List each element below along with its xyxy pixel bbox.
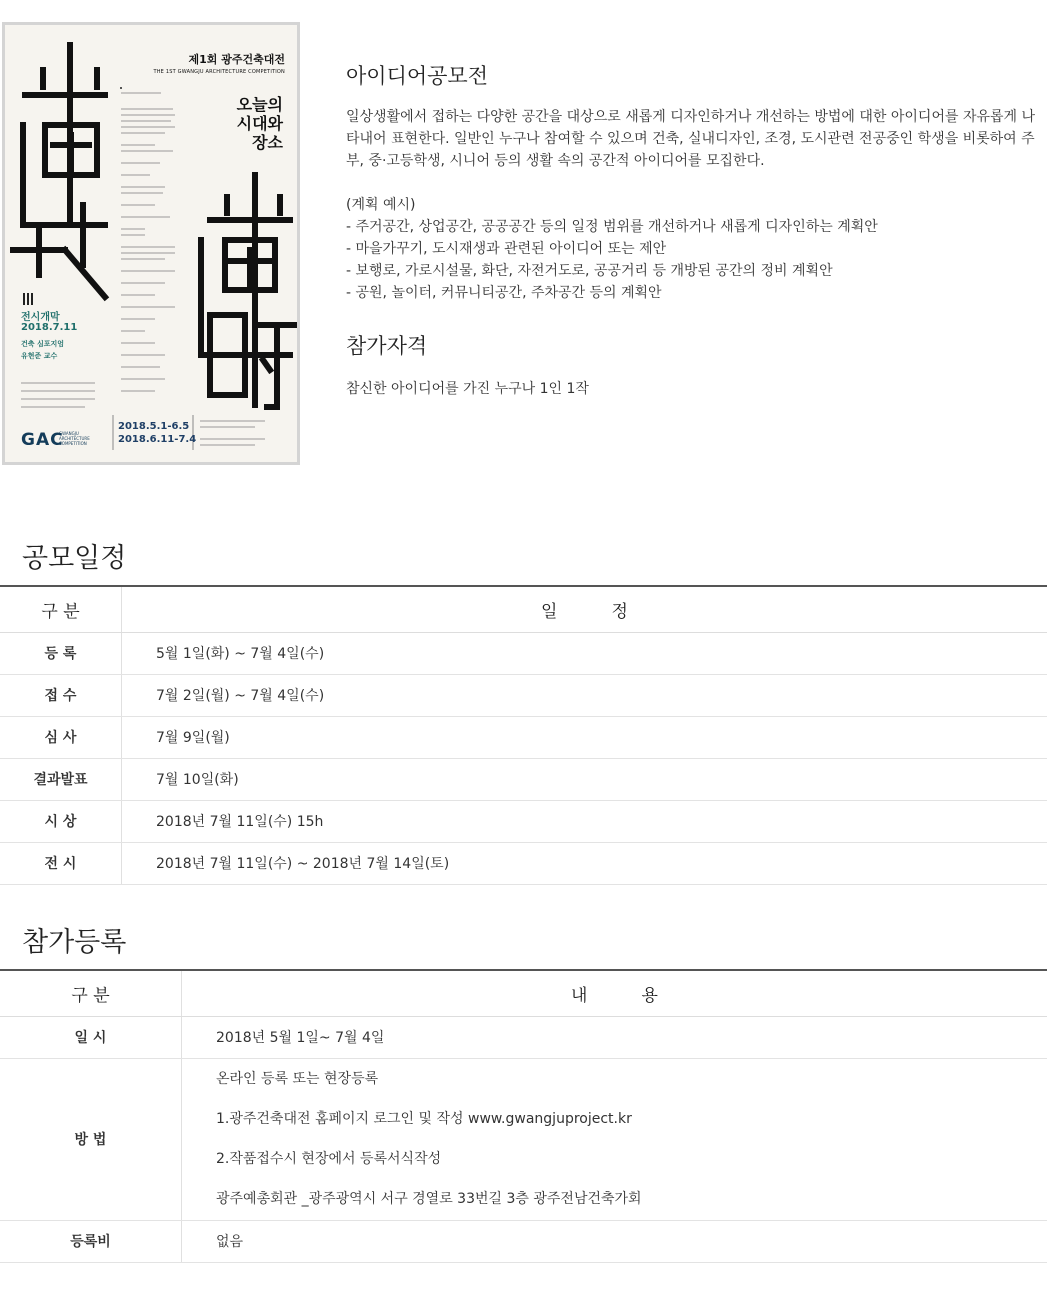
poster-speaker: 유현준 교수: [21, 352, 58, 360]
gac-logo-subtitle: GWANGJU ARCHITECTURE COMPETITION: [59, 431, 90, 446]
schedule-row-value: 2018년 7월 11일(수) ~ 2018년 7월 14일(토): [122, 842, 1047, 884]
schedule-row-label: 전 시: [0, 842, 122, 884]
poster-edition-title-en: THE 1ST GWANGJU ARCHITECTURE COMPETITION: [153, 69, 285, 75]
table-row: [0, 842, 1047, 884]
table-row: [0, 674, 1047, 716]
registration-date-label: 일 시: [0, 1016, 182, 1058]
plan-example-item: - 마을가꾸기, 도시재생과 관련된 아이디어 또는 제안: [346, 241, 667, 257]
plan-examples: [346, 194, 1036, 304]
registration-fee-value: 없음: [182, 1220, 1047, 1262]
table-row: [0, 716, 1047, 758]
schedule-section-title: 공모일정: [22, 543, 127, 574]
poster-edition-title: 제1회 광주건축대전: [188, 53, 285, 66]
registration-fee-label: 등록비: [0, 1220, 182, 1262]
poster-symposium-label: 건축 심포지엄: [21, 340, 65, 348]
plan-example-item: - 주거공간, 상업공간, 공공공간 등의 일정 범위를 개선하거나 새롭게 디자인하는 계획안: [346, 219, 878, 235]
method-line: 온라인 등록 또는 현장등록: [216, 1070, 379, 1087]
plan-example-item: - 공원, 놀이터, 커뮤니티공간, 주차공간 등의 계획안: [346, 285, 662, 301]
plan-example-item: - 보행로, 가로시설물, 화단, 자전거도로, 공공거리 등 개방된 공간의 정비 계획안: [346, 263, 833, 279]
method-line: 2.작품접수시 현장에서 등록서식작성: [216, 1150, 442, 1167]
eligibility-text: 참신한 아이디어를 가진 누구나 1인 1작: [346, 381, 589, 397]
schedule-row-label: 결과발표: [0, 758, 122, 800]
schedule-table: [0, 585, 1047, 885]
table-row: [0, 1220, 1047, 1262]
table-row: [0, 1016, 1047, 1058]
schedule-header-category: 구 분: [0, 586, 122, 632]
registration-section-title: 참가등록: [22, 927, 127, 958]
method-line: 1.광주건축대전 홈페이지 로그인 및 작성 www.gwangjuproject.kr: [216, 1110, 632, 1127]
qr-code-icon: [23, 293, 35, 305]
registration-date-value: 2018년 5월 1일~ 7월 4일: [182, 1016, 1047, 1058]
schedule-row-label: 접 수: [0, 674, 122, 716]
schedule-table-header: [0, 586, 1047, 632]
registration-header-category: 구 분: [0, 970, 182, 1016]
idea-competition-title: 아이디어공모전: [346, 64, 489, 88]
schedule-header-schedule: 일 정: [122, 586, 1047, 632]
schedule-row-value: 7월 9일(월): [122, 716, 1047, 758]
registration-method-label: 방 법: [0, 1058, 182, 1220]
schedule-row-value: 5월 1일(화) ~ 7월 4일(수): [122, 632, 1047, 674]
poster-exhibition-open-label: 전시개막: [21, 312, 60, 323]
method-line: 광주예총회관 _광주광역시 서구 경열로 33번길 3층 광주전남건축가회: [216, 1190, 642, 1207]
schedule-row-label: 시 상: [0, 800, 122, 842]
table-row: [0, 632, 1047, 674]
poster-exhibition-open-date: 2018.7.11: [21, 322, 78, 333]
poster-period-1: 2018.5.1-6.5: [118, 421, 190, 432]
schedule-row-label: 심 사: [0, 716, 122, 758]
registration-header-content: 내 용: [182, 970, 1047, 1016]
competition-poster: [2, 22, 300, 465]
table-row: [0, 800, 1047, 842]
idea-description: 일상생활에서 접하는 다양한 공간을 대상으로 새롭게 디자인하거나 개선하는 방법에 대한 아이디어를 자유롭게 나타내어 표현한다. 일반인 누구나 참여할 수 있으며 건축, 실내디자인, 조경, 도시관련 전공중인 학생을 비롯하여 주부, 중·고등학생, 시니어 등의 생활 속의 공간적 아이디어를 모집한다.: [346, 109, 1036, 169]
table-row: [0, 758, 1047, 800]
schedule-row-value: 7월 2일(월) ~ 7월 4일(수): [122, 674, 1047, 716]
eligibility-title: 참가자격: [346, 334, 428, 358]
registration-table: [0, 969, 1047, 1263]
registration-method-value: [182, 1058, 1047, 1220]
poster-theme: 오늘의 시대와 장소: [236, 95, 283, 152]
table-row: [0, 1058, 1047, 1220]
registration-table-header: [0, 970, 1047, 1016]
poster-period-2: 2018.6.11-7.4: [118, 434, 197, 445]
schedule-row-label: 등 록: [0, 632, 122, 674]
schedule-row-value: 2018년 7월 11일(수) 15h: [122, 800, 1047, 842]
plan-examples-heading: (계획 예시): [346, 197, 416, 213]
poster-calligraphy-art: [5, 25, 297, 462]
gac-logo: GAC: [21, 430, 64, 450]
schedule-row-value: 7월 10일(화): [122, 758, 1047, 800]
